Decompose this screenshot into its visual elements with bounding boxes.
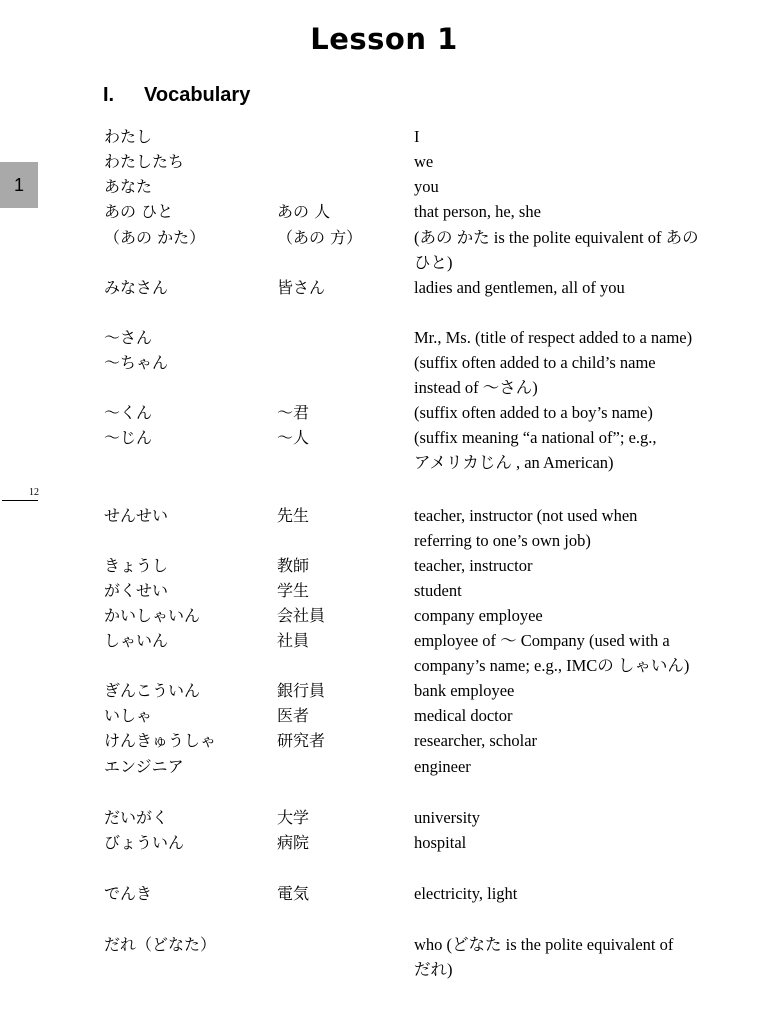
vocab-kanji: 教師 — [277, 556, 310, 575]
vocab-meaning: (suffix often added to a boy’s name) — [414, 403, 653, 422]
lesson-title: Lesson 1 — [310, 22, 458, 56]
section-number: I. — [103, 84, 115, 106]
vocab-meaning: I — [414, 127, 420, 146]
vocab-kanji: ～人 — [277, 428, 310, 447]
vocab-kanji: 社員 — [277, 631, 310, 650]
vocab-meaning: university — [414, 808, 480, 827]
vocab-meaning: ひと) — [414, 253, 453, 272]
vocab-kana: みなさん — [104, 278, 169, 297]
vocab-kana: だれ（どなた） — [104, 935, 217, 954]
vocab-kana: ～くん — [104, 403, 153, 422]
vocab-meaning: instead of ～さん) — [414, 378, 538, 397]
vocab-meaning: company employee — [414, 606, 543, 625]
vocab-kana: （あの かた） — [104, 228, 206, 247]
vocab-meaning: ladies and gentlemen, all of you — [414, 278, 625, 297]
vocab-kana: わたし — [104, 127, 153, 146]
vocab-meaning: (suffix often added to a child’s name — [414, 353, 656, 372]
vocab-kana: でんき — [104, 884, 153, 903]
vocab-meaning: engineer — [414, 757, 471, 776]
vocab-meaning: student — [414, 581, 462, 600]
vocab-kanji: 学生 — [277, 581, 310, 600]
vocab-kanji: 病院 — [277, 833, 310, 852]
vocab-kana: ～じん — [104, 428, 153, 447]
vocab-meaning: we — [414, 152, 434, 171]
vocab-kana: エンジニア — [104, 757, 184, 776]
vocab-meaning: medical doctor — [414, 706, 513, 725]
vocab-meaning: that person, he, she — [414, 202, 541, 221]
vocab-kanji: 会社員 — [277, 606, 326, 625]
vocab-meaning: bank employee — [414, 681, 515, 700]
vocab-meaning: electricity, light — [414, 884, 518, 903]
vocab-meaning: アメリカじん , an American) — [414, 453, 614, 472]
vocab-kanji: 電気 — [277, 884, 310, 903]
vocab-kana: しゃいん — [104, 631, 169, 650]
vocab-kanji: 皆さん — [277, 278, 326, 297]
chapter-tab: 1 — [0, 162, 38, 208]
vocab-meaning: (suffix meaning “a national of”; e.g., — [414, 428, 657, 447]
vocab-kanji: あの 人 — [277, 202, 331, 221]
vocab-kana: わたしたち — [104, 152, 185, 171]
vocab-kana: ～さん — [104, 328, 153, 347]
section-title: Vocabulary — [144, 84, 251, 106]
vocab-meaning: referring to one’s own job) — [414, 531, 591, 550]
vocab-kana: あの ひと — [104, 202, 174, 221]
page-number: 12 — [29, 487, 39, 498]
vocab-meaning: teacher, instructor (not used when — [414, 506, 638, 525]
vocab-kanji: 医者 — [277, 706, 310, 725]
vocab-kanji: 先生 — [277, 506, 310, 525]
vocab-kana: がくせい — [104, 581, 169, 600]
vocab-kana: きょうし — [104, 556, 169, 575]
vocab-meaning: who (どなた is the polite equivalent of — [414, 935, 674, 954]
vocab-kana: かいしゃいん — [104, 606, 201, 625]
vocab-meaning: employee of ～ Company (used with a — [414, 631, 670, 650]
vocab-kana: びょういん — [104, 833, 185, 852]
vocab-meaning: teacher, instructor — [414, 556, 533, 575]
vocab-meaning: Mr., Ms. (title of respect added to a name) — [414, 328, 693, 347]
vocab-kanji: 大学 — [277, 808, 310, 827]
vocab-meaning: you — [414, 177, 439, 196]
vocab-kana: だいがく — [104, 808, 169, 827]
vocab-kana: いしゃ — [104, 706, 153, 725]
vocab-meaning: company’s name; e.g., IMCの しゃいん) — [414, 656, 690, 675]
vocab-kana: ～ちゃん — [104, 353, 169, 372]
vocab-kana: ぎんこういん — [104, 681, 201, 700]
vocab-kanji: （あの 方） — [277, 228, 363, 247]
vocab-meaning: (あの かた is the polite equivalent of あの — [414, 228, 699, 247]
vocab-kanji: 銀行員 — [277, 681, 326, 700]
vocab-kanji: 研究者 — [277, 731, 326, 750]
vocab-kana: あなた — [104, 177, 153, 196]
vocab-meaning: だれ) — [414, 960, 453, 979]
vocab-kana: けんきゅうしゃ — [104, 731, 217, 750]
vocab-meaning: researcher, scholar — [414, 731, 538, 750]
vocab-meaning: hospital — [414, 833, 467, 852]
vocab-kanji: ～君 — [277, 403, 310, 422]
vocab-kana: せんせい — [104, 506, 169, 525]
